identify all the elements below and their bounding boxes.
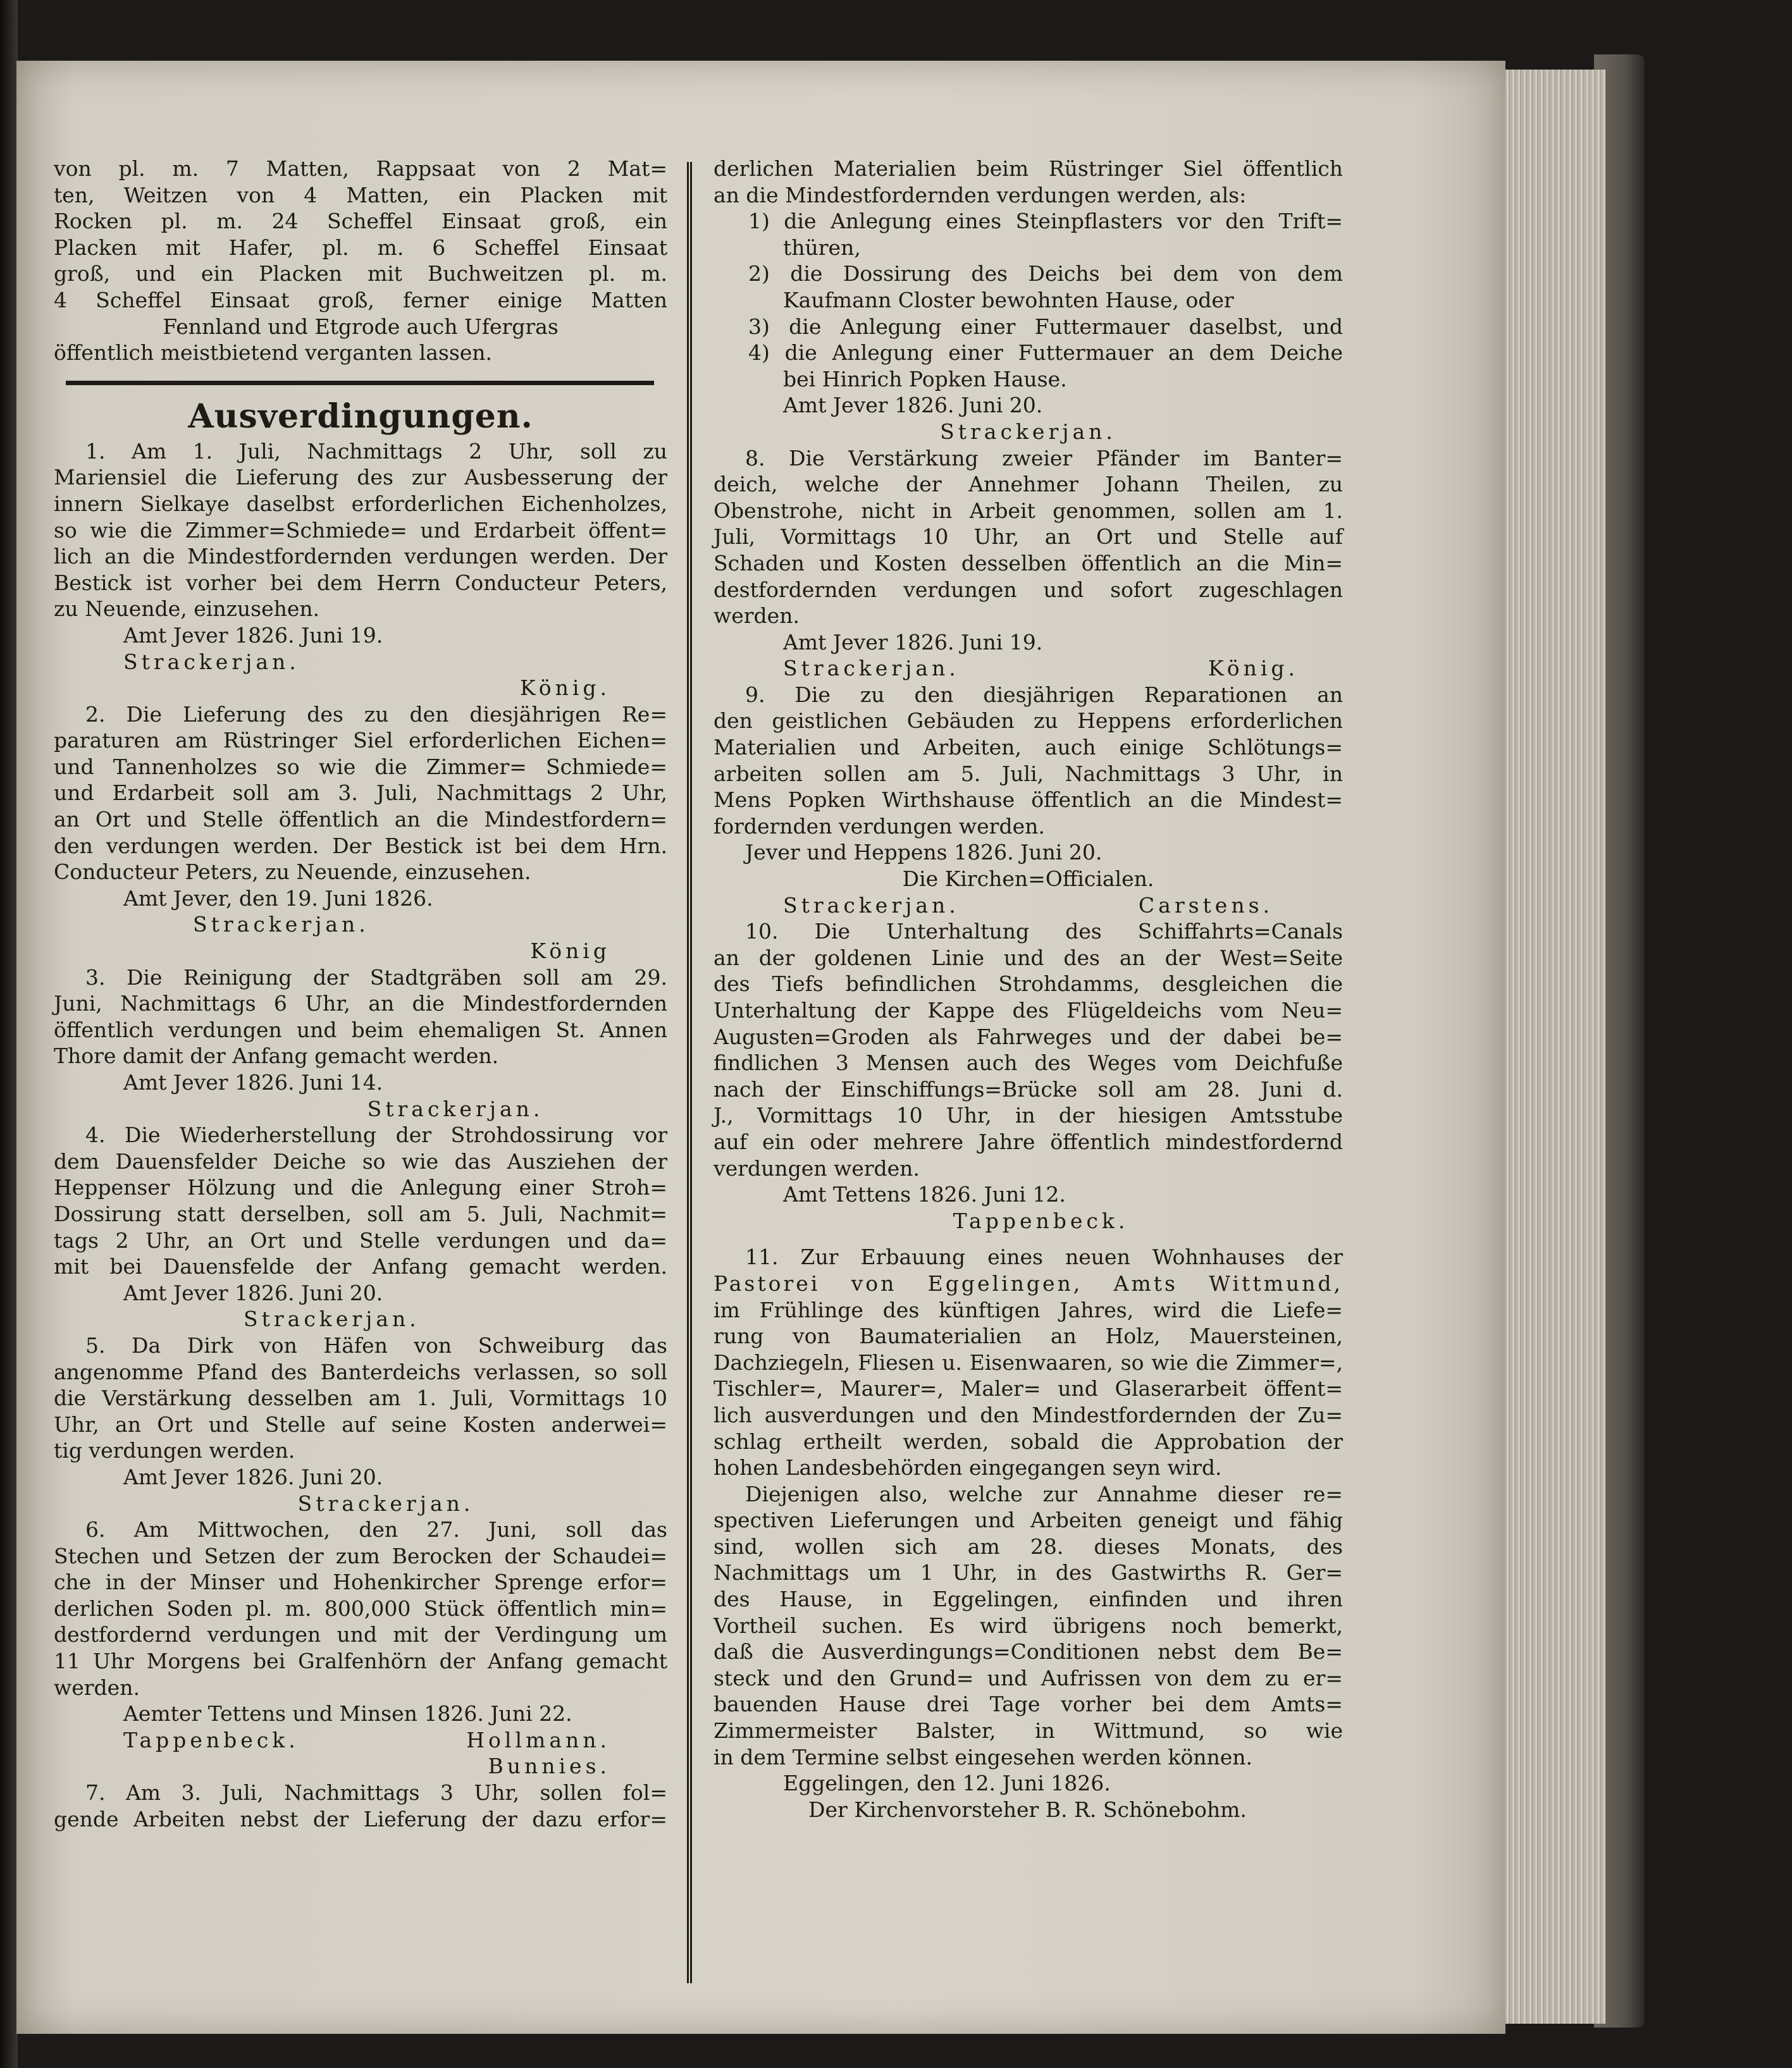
signature: Tappenbeck.: [123, 1727, 299, 1752]
text-line: Nachmittags um 1 Uhr, in des Gastwirths R. Ger=: [714, 1560, 1343, 1585]
text-line: Unterhaltung der Kappe des Flügeldeichs vom Neu=: [714, 998, 1343, 1023]
text-line: 2. Die Lieferung des zu den diesjährigen Re=: [85, 701, 667, 727]
signature: Strackerjan.: [940, 419, 1116, 444]
text-line: nach der Einschiffungs=Brücke soll am 28. Juni d.: [714, 1076, 1343, 1102]
text-line: J., Vormittags 10 Uhr, in der hiesigen Amtsstube: [714, 1103, 1343, 1128]
list-item: 4) die Anlegung einer Futtermauer an dem Deiche: [748, 340, 1343, 366]
text-line: rung von Baumaterialien an Holz, Mauersteinen,: [714, 1324, 1343, 1349]
notice-7-cont: [714, 156, 1343, 445]
text-line: arbeiten sollen am 5. Juli, Nachmittags 3 Uhr, in: [714, 761, 1343, 786]
text-line: an Ort und Stelle öffentlich an die Mindestfordern=: [54, 807, 667, 832]
text-line: lich ausverdungen und den Mindestfordernden der Zu=: [714, 1402, 1343, 1427]
text-line: Vortheil suchen. Es wird übrigens noch bemerkt,: [714, 1613, 1343, 1638]
signature: Strackerjan.: [123, 649, 300, 674]
left-column: [54, 156, 667, 1832]
text-line: Fennland und Etgrode auch Ufergras: [163, 314, 559, 339]
text-line: hohen Landesbehörden eingegangen seyn wird.: [714, 1455, 1222, 1480]
signature: Strackerjan.: [193, 912, 369, 937]
signature: Strackerjan.: [783, 656, 960, 681]
text-line: auf ein oder mehrere Jahre öffentlich mindestfordernd: [714, 1129, 1343, 1154]
text-line: zu Neuende, einzusehen.: [54, 596, 320, 622]
text-line: tags 2 Uhr, an Ort und Stelle verdungen und da=: [54, 1228, 667, 1253]
text-line: Dossirung statt derselben, soll am 5. Juli, Nachmit=: [54, 1201, 667, 1226]
notice-9: [714, 682, 1343, 918]
text-line: werden.: [54, 1675, 140, 1700]
text-line: Thore damit der Anfang gemacht werden.: [54, 1043, 499, 1069]
text-line: 5. Da Dirk von Häfen von Schweiburg das: [85, 1333, 667, 1358]
text-line: Heppenser Hölzung und die Anlegung einer Stroh=: [54, 1175, 667, 1200]
office-date: Amt Jever 1826. Juni 20.: [783, 393, 1043, 418]
text-line: lich an die Mindestfordernden verdungen werden. Der: [54, 544, 667, 569]
office-name: Die Kirchen=Officialen.: [902, 866, 1154, 892]
signature-row: [54, 1727, 667, 1754]
text-line: Zimmermeister Balster, in Wittmund, so wie: [714, 1718, 1343, 1744]
office-date: Amt Jever 1826. Juni 14.: [123, 1070, 383, 1095]
text-line: 3. Die Reinigung der Stadtgräben soll am 29.: [85, 964, 667, 990]
continued-auction-text: [54, 156, 667, 366]
office-date: Amt Jever 1826. Juni 19.: [123, 622, 383, 648]
text-line: und Tannenholzes so wie die Zimmer= Schmiede=: [54, 754, 667, 779]
text-line: tig verdungen werden.: [54, 1438, 295, 1463]
notice-6: [54, 1517, 667, 1780]
text-line: verdungen werden.: [714, 1155, 920, 1181]
signature: Bunnies.: [488, 1754, 610, 1779]
text-line: 9. Die zu den diesjährigen Reparationen an: [745, 682, 1343, 707]
text-line: öffentlich meistbietend verganten lassen.: [54, 340, 493, 366]
right-column: [714, 156, 1343, 1823]
text-line: Stechen und Setzen der zum Berocken der Schaudei=: [54, 1543, 667, 1568]
text-line: Mariensiel die Lieferung des zur Ausbesserung der: [54, 465, 667, 490]
text-line: 11 Uhr Morgens bei Gralfenhörn der Anfang gemacht: [54, 1649, 667, 1674]
text-line: sind, wollen sich am 28. dieses Monats, des: [714, 1534, 1343, 1559]
text-line: 7. Am 3. Juli, Nachmittags 3 Uhr, sollen fol=: [85, 1780, 667, 1806]
text-line: destfordernden verdungen und sofort zugeschlagen: [714, 577, 1343, 602]
office-date: Aemter Tettens und Minsen 1826. Juni 22.: [123, 1701, 572, 1726]
text-line: Rocken pl. m. 24 Scheffel Einsaat groß, ein: [54, 209, 667, 234]
page-block-edge: [1504, 70, 1605, 2024]
text-line: so wie die Zimmer=Schmiede= und Erdarbeit öffent=: [54, 517, 667, 543]
text-line: derlichen Materialien beim Rüstringer Siel öffentlich: [714, 156, 1343, 181]
text-line: an der goldenen Linie und des an der West=Seite: [714, 945, 1343, 970]
text-line: Tischler=, Maurer=, Maler= und Glaserarbeit öffent=: [714, 1376, 1343, 1401]
text-line: Schaden und Kosten desselben öffentlich an die Min=: [714, 550, 1343, 575]
text-line: spectiven Lieferungen und Arbeiten geneigt und fähig: [714, 1508, 1343, 1533]
text-line: 8. Die Verstärkung zweier Pfänder im Banter=: [745, 445, 1343, 471]
signature: Carstens.: [1138, 892, 1273, 918]
text-line: Mens Popken Wirthshause öffentlich an die Mindest=: [714, 787, 1343, 813]
text-line: paraturen am Rüstringer Siel erforderlichen Eichen=: [54, 728, 667, 753]
text-line: Dachziegeln, Fliesen u. Eisenwaaren, so wie die Zimmer=,: [714, 1350, 1343, 1375]
text-line: angenomme Pfand des Banterdeichs verlassen, so soll: [54, 1359, 667, 1384]
text-line: 6. Am Mittwochen, den 27. Juni, soll das: [85, 1517, 667, 1542]
text-line: innern Sielkaye daselbst erforderlichen Eichenholzes,: [54, 491, 667, 516]
signature: Strackerjan.: [367, 1096, 544, 1121]
text-line: werden.: [714, 603, 800, 629]
text-line: Placken mit Hafer, pl. m. 6 Scheffel Einsaat: [54, 235, 667, 260]
text-line: Uhr, an Ort und Stelle auf seine Kosten anderwei=: [54, 1412, 667, 1437]
text-line: Diejenigen also, welche zur Annahme dieser re=: [745, 1481, 1343, 1506]
text-line: in dem Termine selbst eingesehen werden können.: [714, 1744, 1253, 1769]
text-line: und Erdarbeit soll am 3. Juli, Nachmittags 2 Uhr,: [54, 780, 667, 806]
office-date: Eggelingen, den 12. Juni 1826.: [783, 1771, 1111, 1796]
column-divider: [687, 162, 692, 1983]
text-line: den verdungen werden. Der Bestick ist bei dem Hrn.: [54, 833, 667, 858]
text-line: deich, welche der Annehmer Johann Theilen, zu: [714, 472, 1343, 497]
text-line: 4 Scheffel Einsaat groß, ferner einige Matten: [54, 287, 667, 312]
notice-11: [714, 1244, 1343, 1823]
list-item: 1) die Anlegung eines Steinpflasters vor den Trift=: [748, 209, 1343, 234]
text-line: den geistlichen Gebäuden zu Heppens erforderlichen: [714, 708, 1343, 734]
text-line: findlichen 3 Mensen auch des Weges vom Deichfuße: [714, 1050, 1343, 1076]
signature: Strackerjan.: [297, 1491, 474, 1516]
text-line: Conducteur Peters, zu Neuende, einzusehen.: [54, 859, 531, 885]
text-line: Obenstrohe, nicht in Arbeit genommen, sollen am 1.: [714, 498, 1343, 523]
office-date: Amt Jever 1826. Juni 19.: [783, 629, 1043, 655]
text-line: 10. Die Unterhaltung des Schiffahrts=Canals: [745, 919, 1343, 944]
notice-4: [54, 1122, 667, 1333]
notice-7-start: [54, 1780, 667, 1832]
notice-8: [714, 445, 1343, 682]
list-item: thüren,: [783, 235, 861, 260]
text-line: gende Arbeiten nebst der Lieferung der dazu erfor=: [54, 1806, 667, 1831]
text-line: Materialien und Arbeiten, auch einige Schlötungs=: [714, 735, 1343, 760]
list-item: 3) die Anlegung einer Futtermauer daselbst, und: [748, 314, 1343, 339]
notice-1: [54, 438, 667, 701]
text-line: die Verstärkung desselben am 1. Juli, Vormittags 10: [54, 1386, 667, 1411]
text-line: 11. Zur Erbauung eines neuen Wohnhauses der: [745, 1245, 1343, 1270]
text-line: dem Dauensfelder Deiche so wie das Ausziehen der: [54, 1148, 667, 1174]
office-date: Amt Jever, den 19. Juni 1826.: [123, 885, 433, 911]
text-line: öffentlich verdungen und beim ehemaligen St. Annen: [54, 1017, 667, 1042]
signature: Hollmann.: [466, 1727, 610, 1752]
text-line: che in der Minser und Hohenkircher Sprenge erfor=: [54, 1570, 667, 1595]
signature: Strackerjan.: [783, 892, 960, 918]
text-line: von pl. m. 7 Matten, Rappsaat von 2 Mat=: [54, 156, 667, 181]
notice-3: [54, 964, 667, 1123]
text-line: des Tiefs befindlichen Strohdamms, desgleichen die: [714, 971, 1343, 997]
text-line: bauenden Hause drei Tage vorher bei dem Amts=: [714, 1692, 1343, 1717]
notice-5: [54, 1333, 667, 1517]
list-item: Kaufmann Closter bewohnten Hause, oder: [783, 287, 1234, 312]
signature-row: [714, 655, 1343, 682]
text-line: mit bei Dauensfelde der Anfang gemacht werden.: [54, 1254, 667, 1279]
text-line: Augusten=Groden als Fahrweges und der dabei be=: [714, 1024, 1343, 1049]
text-line: 4. Die Wiederherstellung der Strohdossirung vor: [85, 1123, 667, 1148]
signature: Tappenbeck.: [953, 1208, 1129, 1233]
text-line: Juni, Nachmittags 6 Uhr, an die Mindestfordernden: [54, 991, 667, 1016]
office-date: Amt Tettens 1826. Juni 12.: [783, 1182, 1066, 1207]
signature: König: [530, 939, 610, 964]
signature-row: [714, 892, 1343, 919]
text-line: fordernden verdungen werden.: [714, 813, 1045, 839]
office-date: Jever und Heppens 1826. Juni 20.: [745, 840, 1103, 865]
list-item: 2) die Dossirung des Deichs bei dem von dem: [748, 261, 1343, 286]
signature: Strackerjan.: [244, 1307, 420, 1332]
text-line: des Hause, in Eggelingen, einfinden und ihren: [714, 1587, 1343, 1612]
text-line: derlichen Soden pl. m. 800,000 Stück öffentlich min=: [54, 1596, 667, 1621]
book-gutter: [0, 0, 18, 2068]
text-line: steck und den Grund= und Aufrissen von dem zu er=: [714, 1665, 1343, 1690]
text-line: destfordernd verdungen und mit der Verdingung um: [54, 1622, 667, 1647]
text-line: Pastorei von Eggelingen, Amts Wittmund,: [714, 1271, 1343, 1296]
notice-10: [714, 918, 1343, 1234]
text-line: im Frühlinge des künftigen Jahres, wird die Liefe=: [714, 1297, 1343, 1322]
signature: Der Kirchenvorsteher B. R. Schönebohm.: [808, 1797, 1247, 1822]
signature: König.: [519, 675, 610, 701]
signature: König.: [1208, 656, 1299, 681]
text-line: 1. Am 1. Juli, Nachmittags 2 Uhr, soll zu: [85, 438, 667, 464]
text-line: Juli, Vormittags 10 Uhr, an Ort und Stelle auf: [714, 524, 1343, 550]
office-date: Amt Jever 1826. Juni 20.: [123, 1280, 383, 1305]
section-heading: Ausverdingungen.: [188, 397, 533, 436]
office-date: Amt Jever 1826. Juni 20.: [123, 1464, 383, 1489]
text-line: Bestick ist vorher bei dem Herrn Conducteur Peters,: [54, 570, 667, 595]
text-line: daß die Ausverdingungs=Conditionen nebst dem Be=: [714, 1639, 1343, 1665]
list-item: bei Hinrich Popken Hause.: [783, 366, 1067, 391]
text-line: an die Mindestfordernden verdungen werden, als:: [714, 182, 1247, 207]
notice-2: [54, 701, 667, 964]
text-line: ten, Weitzen von 4 Matten, ein Placken mit: [54, 182, 667, 207]
text-line: schlag ertheilt werden, sobald die Approbation der: [714, 1429, 1343, 1454]
text-line: groß, und ein Placken mit Buchweitzen pl. m.: [54, 261, 667, 286]
